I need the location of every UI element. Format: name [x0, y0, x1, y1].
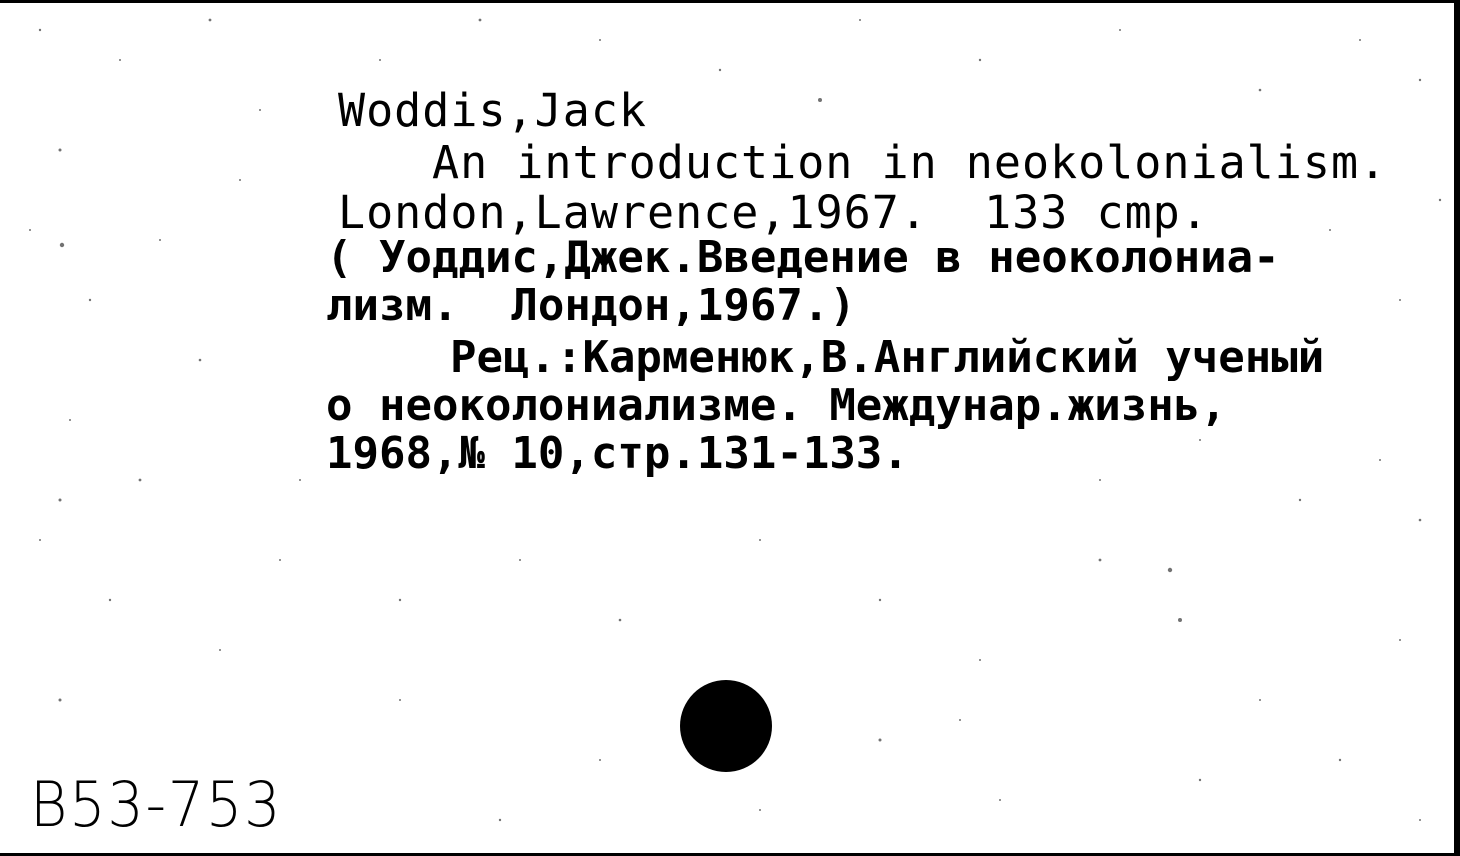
title-line: An introduction in neokolonialism. — [432, 136, 1388, 189]
call-number: B53-753 — [30, 768, 283, 841]
imprint-line: London,Lawrence,1967. 133 cmp. — [338, 186, 1209, 239]
author-line: Woddis,Jack — [338, 84, 648, 137]
punch-hole — [680, 680, 772, 772]
translation-line-1: ( Уоддис,Джек.Введение в неоколониа- — [326, 232, 1280, 283]
translation-line-2: лизм. Лондон,1967.) — [326, 280, 856, 331]
review-line-2: о неоколониализме. Междунар.жизнь, — [326, 380, 1227, 431]
card-top-edge — [0, 0, 1460, 3]
review-line-3: 1968,№ 10,стр.131-133. — [326, 428, 909, 479]
review-line-1: Рец.:Карменюк,В.Английский ученый — [450, 332, 1325, 383]
card-right-edge — [1454, 0, 1460, 856]
